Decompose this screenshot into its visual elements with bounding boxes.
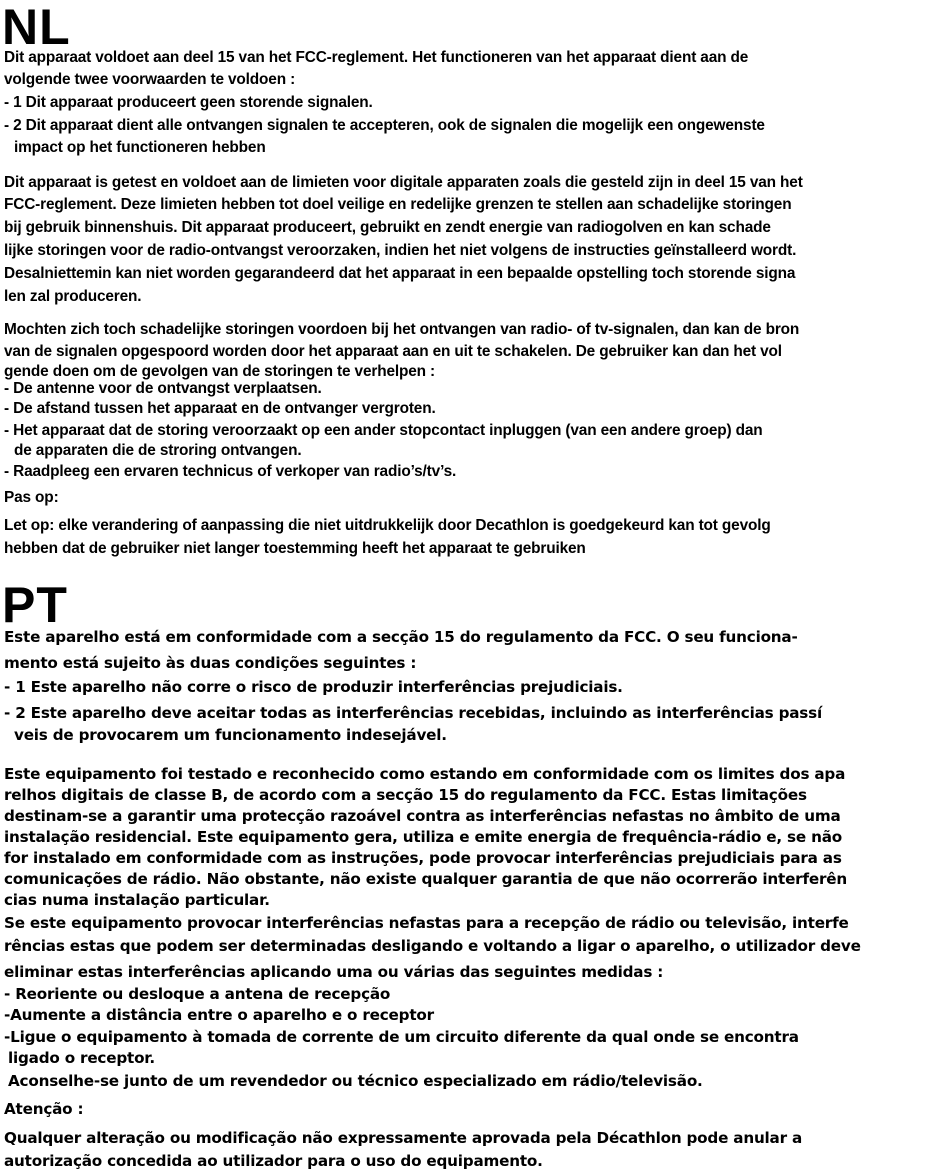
nl-line: Let op: elke verandering of aanpassing die niet uitdrukkelijk door Decathlon is goedgekeurd kan tot gevolg [4,517,771,534]
nl-line: lijke storingen voor de radio-ontvangst veroorzaken, indien het niet volgens de instructies geïnstalleerd wordt. [4,242,797,259]
nl-line: len zal produceren. [4,288,142,305]
nl-line: Pas op: [4,489,59,506]
pt-line: for instalado em conformidade com as instruções, pode provocar interferências prejudiciais para as [4,849,842,867]
nl-line: impact op het functioneren hebben [14,139,266,156]
nl-line: bij gebruik binnenshuis. Dit apparaat produceert, gebruikt en zendt energie van radiogolven en kan schade [4,219,771,236]
pt-line: relhos digitais de classe B, de acordo com a secção 15 do regulamento da FCC. Estas limitações [4,786,807,804]
pt-line: destinam-se a garantir uma protecção razoável contra as interferências nefastas no âmbito de uma [4,807,841,825]
nl-line: - Het apparaat dat de storing veroorzaakt op een ander stopcontact inpluggen (van een andere groep) dan [4,422,763,439]
nl-line: - 2 Dit apparaat dient alle ontvangen signalen te accepteren, ook de signalen die mogelijk een ongewenste [4,117,765,134]
pt-line: autorização concedida ao utilizador para o uso do equipamento. [4,1152,543,1170]
pt-line: -Ligue o equipamento à tomada de corrente de um circuito diferente da qual onde se encontra [4,1028,799,1046]
pt-line: Atenção : [4,1100,84,1118]
section-heading-nl: NL [2,0,71,55]
nl-line: - 1 Dit apparaat produceert geen storende signalen. [4,94,373,111]
pt-line: Este aparelho está em conformidade com a secção 15 do regulamento da FCC. O seu funciona- [4,628,798,646]
nl-line: de apparaten die de stroring ontvangen. [14,442,302,459]
pt-line: rências estas que podem ser determinadas desligando e voltando a ligar o aparelho, o utilizador deve [4,937,861,955]
pt-line: comunicações de rádio. Não obstante, não existe qualquer garantia de que não ocorrerão interferên [4,870,847,888]
pt-line: Qualquer alteração ou modificação não expressamente aprovada pela Décathlon pode anular a [4,1129,803,1147]
pt-line: - Reoriente ou desloque a antena de recepção [4,985,391,1003]
nl-line: - Raadpleeg een ervaren technicus of verkoper van radio’s/tv’s. [4,463,457,480]
nl-line: Desalniettemin kan niet worden gegarandeerd dat het apparaat in een bepaalde opstelling toch storende signa [4,265,796,282]
nl-line: Dit apparaat voldoet aan deel 15 van het FCC-reglement. Het functioneren van het apparaat dient aan de [4,49,749,66]
pt-line: - 2 Este aparelho deve aceitar todas as interferências recebidas, incluindo as interferências passí [4,704,822,722]
pt-line: instalação residencial. Este equipamento gera, utiliza e emite energia de frequência-rádio e, se não [4,828,842,846]
section-heading-pt: PT [2,577,68,633]
pt-line: eliminar estas interferências aplicando uma ou várias das seguintes medidas : [4,963,664,981]
nl-line: - De afstand tussen het apparaat en de ontvanger vergroten. [4,400,436,417]
nl-line: - De antenne voor de ontvangst verplaatsen. [4,380,322,397]
nl-line: Dit apparaat is getest en voldoet aan de limieten voor digitale apparaten zoals die gesteld zijn in deel 15 van het [4,174,803,191]
pt-line: cias numa instalação particular. [4,891,270,909]
nl-line: Mochten zich toch schadelijke storingen voordoen bij het ontvangen van radio- of tv-signalen, dan kan de bron [4,321,800,338]
pt-line: ligado o receptor. [8,1049,155,1067]
pt-line: - 1 Este aparelho não corre o risco de produzir interferências prejudiciais. [4,678,623,696]
nl-line: hebben dat de gebruiker niet langer toestemming heeft het apparaat te gebruiken [4,540,586,557]
pt-line: Se este equipamento provocar interferências nefastas para a recepção de rádio ou televisão, interfe [4,914,849,932]
nl-line: gende doen om de gevolgen van de storingen te verhelpen : [4,363,436,380]
nl-line: FCC-reglement. Deze limieten hebben tot doel veilige en redelijke grenzen te stellen aan schadelijke storingen [4,196,792,213]
pt-line: Este equipamento foi testado e reconhecido como estando em conformidade com os limites dos apa [4,765,846,783]
pt-line: mento está sujeito às duas condições seguintes : [4,654,417,672]
nl-line: van de signalen opgespoord worden door het apparaat aan en uit te schakelen. De gebruiker kan dan het vol [4,343,782,360]
nl-line: volgende twee voorwaarden te voldoen : [4,71,296,88]
pt-line: veis de provocarem um funcionamento indesejável. [14,726,447,744]
pt-line: -Aumente a distância entre o aparelho e o receptor [4,1006,434,1024]
pt-line: Aconselhe-se junto de um revendedor ou técnico especializado em rádio/televisão. [8,1072,703,1090]
